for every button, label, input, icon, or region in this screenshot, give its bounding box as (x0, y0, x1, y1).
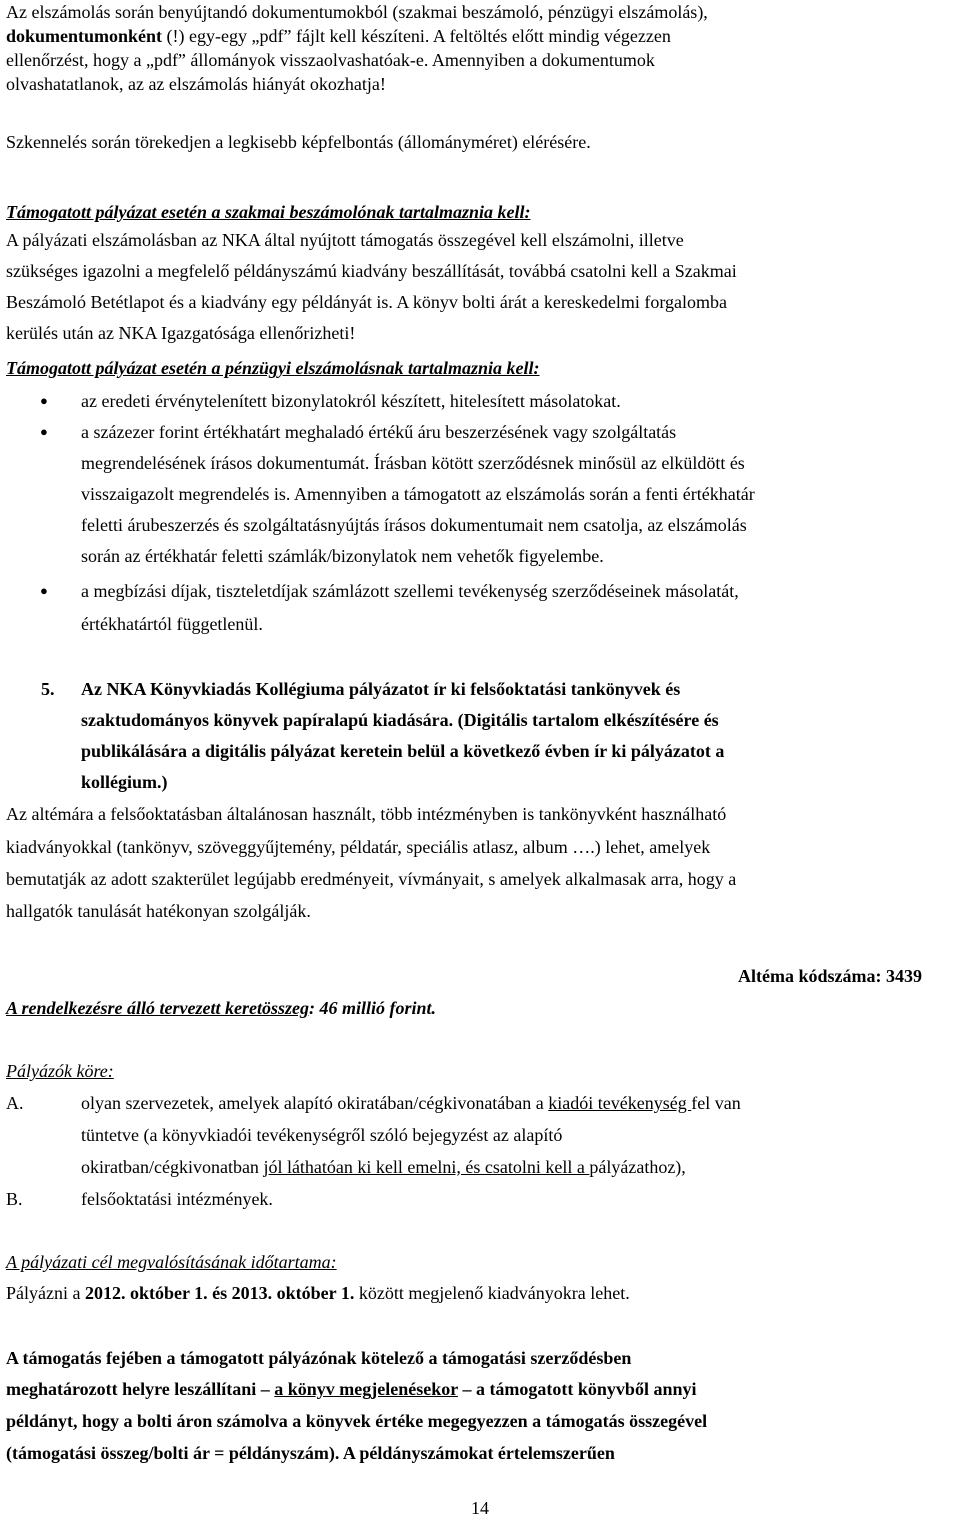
palyazok-a-text-2: fel van (691, 1093, 741, 1113)
penzugyi-heading: Támogatott pályázat esetén a pénzügyi elszámolásnak tartalmaznia kell: (6, 358, 540, 378)
szakmai-line-1: A pályázati elszámolásban az NKA által nyújtott támogatás összegével kell elszámolni, illetve (6, 230, 684, 250)
keret-label: A rendelkezésre álló tervezett keretösszeg (6, 998, 309, 1018)
intro-scan-note: Szkennelés során törekedjen a legkisebb képfelbontás (állományméret) elérésére. (6, 132, 591, 152)
palyazok-a-underlined-1: kiadói tevékenység (548, 1093, 692, 1113)
intro-line-2 (6, 24, 671, 48)
idotartam-text-3: között megjelenő kiadványokra lehet. (354, 1283, 630, 1303)
penzugyi-bullet-1: az eredeti érvénytelenített bizonylatokról készített, hitelesített másolatokat. (81, 391, 621, 411)
palyazok-a-text-1: olyan szervezetek, amelyek alapító okiratában/cégkivonatában a (81, 1093, 549, 1113)
final-text-2: – a támogatott könyvből annyi (457, 1379, 697, 1399)
final-line-1: A támogatás fejében a támogatott pályázónak kötelező a támogatási szerződésben (6, 1348, 632, 1368)
palyazok-a-text-3: okiratban/cégkivonatban (81, 1157, 264, 1177)
penzugyi-bullet-3-line-1: a megbízási díjak, tiszteletdíjak számlázott szellemi tevékenység szerződéseinek másolatát, (81, 581, 739, 601)
idotartam-text-1: Pályázni a (6, 1283, 85, 1303)
szakmai-line-2: szükséges igazolni a megfelelő példányszámú kiadvány beszállítását, továbbá csatolni kell a Szakmai (6, 261, 737, 281)
penzugyi-bullet-2-line-5: során az értékhatár feletti számlák/bizonylatok nem vehetők figyelembe. (81, 546, 604, 566)
intro-line-3: ellenőrzést, hogy a „pdf” állományok visszaolvashatóak-e. Amennyiben a dokumentumok (6, 50, 655, 70)
final-line-2 (6, 1377, 696, 1401)
altema-line-1: Az altémára a felsőoktatásban általánosan használt, több intézményben is tankönyvként használható (6, 804, 727, 824)
altema-code: Altéma kódszáma: 3439 (738, 966, 922, 986)
palyazok-a-text-4: pályázathoz), (589, 1157, 686, 1177)
szakmai-heading: Támogatott pályázat esetén a szakmai beszámolónak tartalmaznia kell: (6, 202, 531, 222)
palyazok-a-line-2: tüntetve (a könyvkiadói tevékenységről szóló bejegyzést az alapító (81, 1125, 563, 1145)
altema-line-4: hallgatók tanulását hatékonyan szolgálják. (6, 901, 311, 921)
final-text-1: meghatározott helyre leszállítani – (6, 1379, 275, 1399)
bullet-icon: ● (40, 583, 48, 598)
altema-line-3: bemutatják az adott szakterület legújabb eredményeit, vívmányait, s amelyek alkalmasak arra, hogy a (6, 869, 737, 889)
penzugyi-bullet-3-line-2: értékhatártól függetlenül. (81, 614, 263, 634)
penzugyi-bullet-2-line-4: feletti árubeszerzés és szolgáltatásnyújtás írásos dokumentumait nem csatolja, az elszámolás (81, 515, 747, 535)
idotartam-date-start: 2012. október 1. (84, 1283, 208, 1303)
idotartam-line (6, 1281, 630, 1305)
section5-line-2: szaktudományos könyvek papíralapú kiadására. (Digitális tartalom elkészítésére és (81, 710, 719, 730)
idotartam-date-end: 2013. október 1. (231, 1283, 355, 1303)
intro-line-2-rest: (!) egy-egy „pdf” fájlt kell készíteni. A feltöltés előtt mindig végezzen (162, 26, 671, 46)
keret-value: : 46 millió forint. (308, 998, 436, 1018)
final-line-3: példányt, hogy a bolti áron számolva a könyvek értéke megegyezzen a támogatás összegével (6, 1411, 708, 1431)
list-letter-b: B. (6, 1189, 23, 1209)
penzugyi-bullet-2-line-1: a százezer forint értékhatárt meghaladó értékű áru beszerzésének vagy szolgáltatás (81, 422, 677, 442)
idotartam-text-2: és (207, 1283, 232, 1303)
palyazok-heading: Pályázók köre: (6, 1061, 114, 1081)
szakmai-line-3: Beszámoló Betétlapot és a kiadvány egy példányát is. A könyv bolti árát a kereskedelmi forgalomba (6, 292, 727, 312)
palyazok-a-underlined-2: jól láthatóan ki kell emelni, és csatolni kell a (263, 1157, 590, 1177)
penzugyi-bullet-2-line-2: megrendelésének írásos dokumentumát. Írásban kötött szerződésnek minősül az elküldött és (81, 453, 745, 473)
palyazok-a-line-3 (81, 1155, 686, 1179)
altema-line-2: kiadványokkal (tankönyv, szöveggyűjtemény, példatár, speciális atlasz, album ….) lehet, amelyek (6, 837, 711, 857)
page-number: 14 (471, 1498, 489, 1518)
final-underlined: a könyv megjelenésekor (274, 1379, 458, 1399)
bullet-icon: ● (40, 393, 48, 408)
intro-line-4: olvashatatlanok, az az elszámolás hiányát okozhatja! (6, 74, 386, 94)
bullet-icon: ● (40, 424, 48, 439)
szakmai-line-4: kerülés után az NKA Igazgatósága ellenőrizheti! (6, 323, 356, 343)
section5-line-1: Az NKA Könyvkiadás Kollégiuma pályázatot ír ki felsőoktatási tankönyvek és (81, 679, 681, 699)
section5-line-3: publikálására a digitális pályázat keretein belül a következő évben ír ki pályázatot a (81, 741, 725, 761)
intro-line-1: Az elszámolás során benyújtandó dokumentumokból (szakmai beszámoló, pénzügyi elszámolás), (6, 2, 708, 22)
section5-line-4: kollégium.) (81, 772, 168, 792)
palyazok-b-line-1: felsőoktatási intézmények. (81, 1189, 273, 1209)
palyazok-a-line-1 (81, 1091, 741, 1115)
keret-line (6, 996, 436, 1020)
final-line-4: (támogatási összeg/bolti ár = példányszám). A példányszámokat értelemszerűen (6, 1443, 615, 1463)
penzugyi-bullet-2-line-3: visszaigazolt megrendelés is. Amennyiben a támogatott az elszámolás során a fenti értékhatár (81, 484, 755, 504)
intro-bold-word: dokumentumonként (6, 26, 163, 46)
idotartam-heading: A pályázati cél megvalósításának időtartama: (6, 1252, 337, 1272)
list-letter-a: A. (6, 1093, 24, 1113)
section-number: 5. (41, 679, 55, 699)
